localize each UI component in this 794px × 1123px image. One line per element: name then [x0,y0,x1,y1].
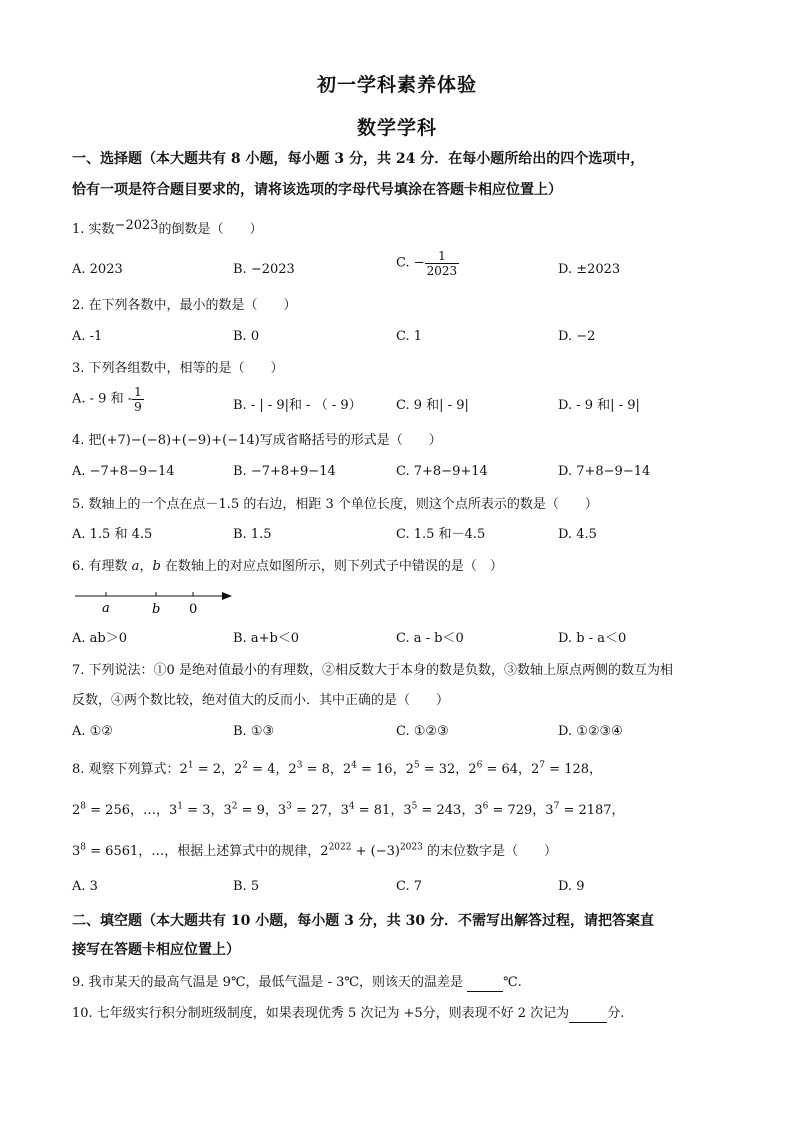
q8-option-c: C. 7 [396,879,423,894]
q9-post: ℃. [503,975,522,990]
number-line-label-b: b [152,602,161,616]
q6-comma: ， [139,559,153,574]
q6-option-d: D. b - a＜0 [558,631,627,646]
question-7-line1: 7. 下列说法：①0 是绝对值最小的有理数，②相反数大于本身的数是负数，③数轴上原点两侧的数互为相 [72,663,673,678]
q5-option-a: A. 1.5 和 4.5 [72,527,153,542]
q6-option-a: A. ab＞0 [72,631,127,646]
q6-option-b: B. a+b＜0 [233,631,300,646]
question-10 [72,1006,624,1023]
q8-line3-tail: 的末位数字是（ ） [426,844,557,859]
q1-option-c-denominator: 2023 [426,264,458,278]
section2-heading-line1: 二、填空题（本大题共有 10 小题，每小题 3 分，共 30 分．不需写出解答过程，请把答案直 [72,913,654,929]
q5-option-c: C. 1.5 和－4.5 [396,527,486,542]
q8-line2-tail: ，…， [130,803,170,818]
q2-option-d: D. −2 [558,329,596,344]
q1-pre: 1. 实数 [72,222,115,237]
q1-post: 的倒数是（ ） [158,222,263,237]
section1-heading-line2: 恰有一项是符合题目要求的，请将该选项的字母代号填涂在答题卡相应位置上） [72,182,562,198]
q3-option-a-prefix: A. - 9 和 - [72,391,133,407]
q2-option-b: B. 0 [233,329,260,344]
q7-option-a: A. ①② [72,724,113,739]
number-line [72,584,242,616]
question-8-line2: $2^8 = 256$，…，$3^1 = 3$，$3^2 = 9$，$3^3 = 27$，$3^4 = 81$，$3^5 = 243$，$3^6 = 729$，$3^7 = 2187$， [72,801,625,818]
q1-option-d: D. ±2023 [558,262,621,277]
q7-option-c: C. ①②③ [396,724,449,739]
q1-value: −2023 [114,218,159,233]
q10-answer-blank[interactable] [569,1006,607,1023]
q5-option-b: B. 1.5 [233,527,272,542]
q3-option-a [72,385,144,414]
q1-option-c-numerator: 1 [425,249,460,264]
q7-option-d: D. ①②③④ [558,724,623,739]
number-line-label-a: a [102,601,110,616]
page-title: 初一学科素养体验 [316,74,477,96]
q4-option-a: A. −7+8−9−14 [72,464,175,479]
q3-option-a-denominator: 9 [134,400,142,414]
q8-option-b: B. 5 [233,879,260,894]
q3-option-d: D. - 9 和| - 9| [558,398,640,413]
q6-var-b: b [152,559,161,574]
question-6 [72,559,503,575]
q10-post: 分. [607,1006,625,1021]
question-2: 2. 在下列各数中，最小的数是（ ） [72,298,297,313]
q3-option-a-numerator: 1 [134,385,142,399]
q6-text-pre: 6. 有理数 [72,559,132,574]
number-line-label-0: 0 [189,602,198,616]
question-5: 5. 数轴上的一个点在点－1.5 的右边，相距 3 个单位长度，则这个点所表示的数是（ ） [72,497,598,512]
section2-heading-line2: 接写在答题卡相应位置上） [72,942,240,958]
question-8-line1: 8. 观察下列算式：$2^1 = 2$，$2^2 = 4$，$2^3 = 8$，$2^4 = 16$，$2^5 = 32$，$2^6 = 64$，$2^7 = 128$， [72,760,603,777]
q1-option-a: A. 2023 [72,262,123,277]
question-3: 3. 下列各组数中，相等的是（ ） [72,361,284,376]
q4-option-b: B. −7+8+9−14 [233,464,336,479]
q10-pre: 10. 七年级实行积分制班级制度，如果表现优秀 5 次记为 +5分，则表现不好 2 次记为 [72,1006,570,1021]
q4-option-d: D. 7+8−9−14 [558,464,651,479]
q6-var-a: a [131,559,140,574]
q8-option-a: A. 3 [72,879,98,894]
q6-text-post: 在数轴上的对应点如图所示，则下列式子中错误的是（ ） [160,559,503,574]
question-7-line2: 反数，④两个数比较，绝对值大的反而小．其中正确的是（ ） [72,693,450,708]
q7-option-b: B. ①③ [233,724,275,739]
q9-pre: 9. 我市某天的最高气温是 9℃，最低气温是 - 3℃，则该天的温差是 [72,975,468,990]
q5-option-d: D. 4.5 [558,527,597,542]
q1-option-c-prefix: C. − [396,255,425,271]
q8-intro: 8. 观察下列算式： [72,762,180,777]
page-subtitle: 数学学科 [356,117,437,139]
q6-option-c: C. a - b＜0 [396,631,464,646]
q9-answer-blank[interactable] [467,975,503,992]
section1-heading-line1: 一、选择题（本大题共有 8 小题，每小题 3 分，共 24 分．在每小题所给出的四个选项中， [72,151,645,167]
q3-option-b: B. - | - 9|和 - （ - 9） [233,398,362,413]
number-line-arrow [222,592,232,600]
q1-option-b: B. −2023 [233,262,295,277]
question-4: 4. 把(+7)−(−8)+(−9)+(−14)写成省略括号的形式是（ ） [72,433,442,448]
question-9 [72,975,522,992]
q8-line3-mid: ，…，根据上述算式中的规律， [138,844,321,859]
question-1 [72,218,263,238]
q2-option-c: C. 1 [396,329,423,344]
q4-option-c: C. 7+8−9+14 [396,464,488,479]
q8-option-d: D. 9 [558,879,585,894]
question-8-line3: $3^8 = 6561$，…，根据上述算式中的规律，$2^{2022} + (-3)^{2023}$ 的末位数字是（ ） [72,842,557,859]
q1-option-c [396,249,459,278]
q2-option-a: A. -1 [72,329,103,344]
q3-option-c: C. 9 和| - 9| [396,398,469,413]
